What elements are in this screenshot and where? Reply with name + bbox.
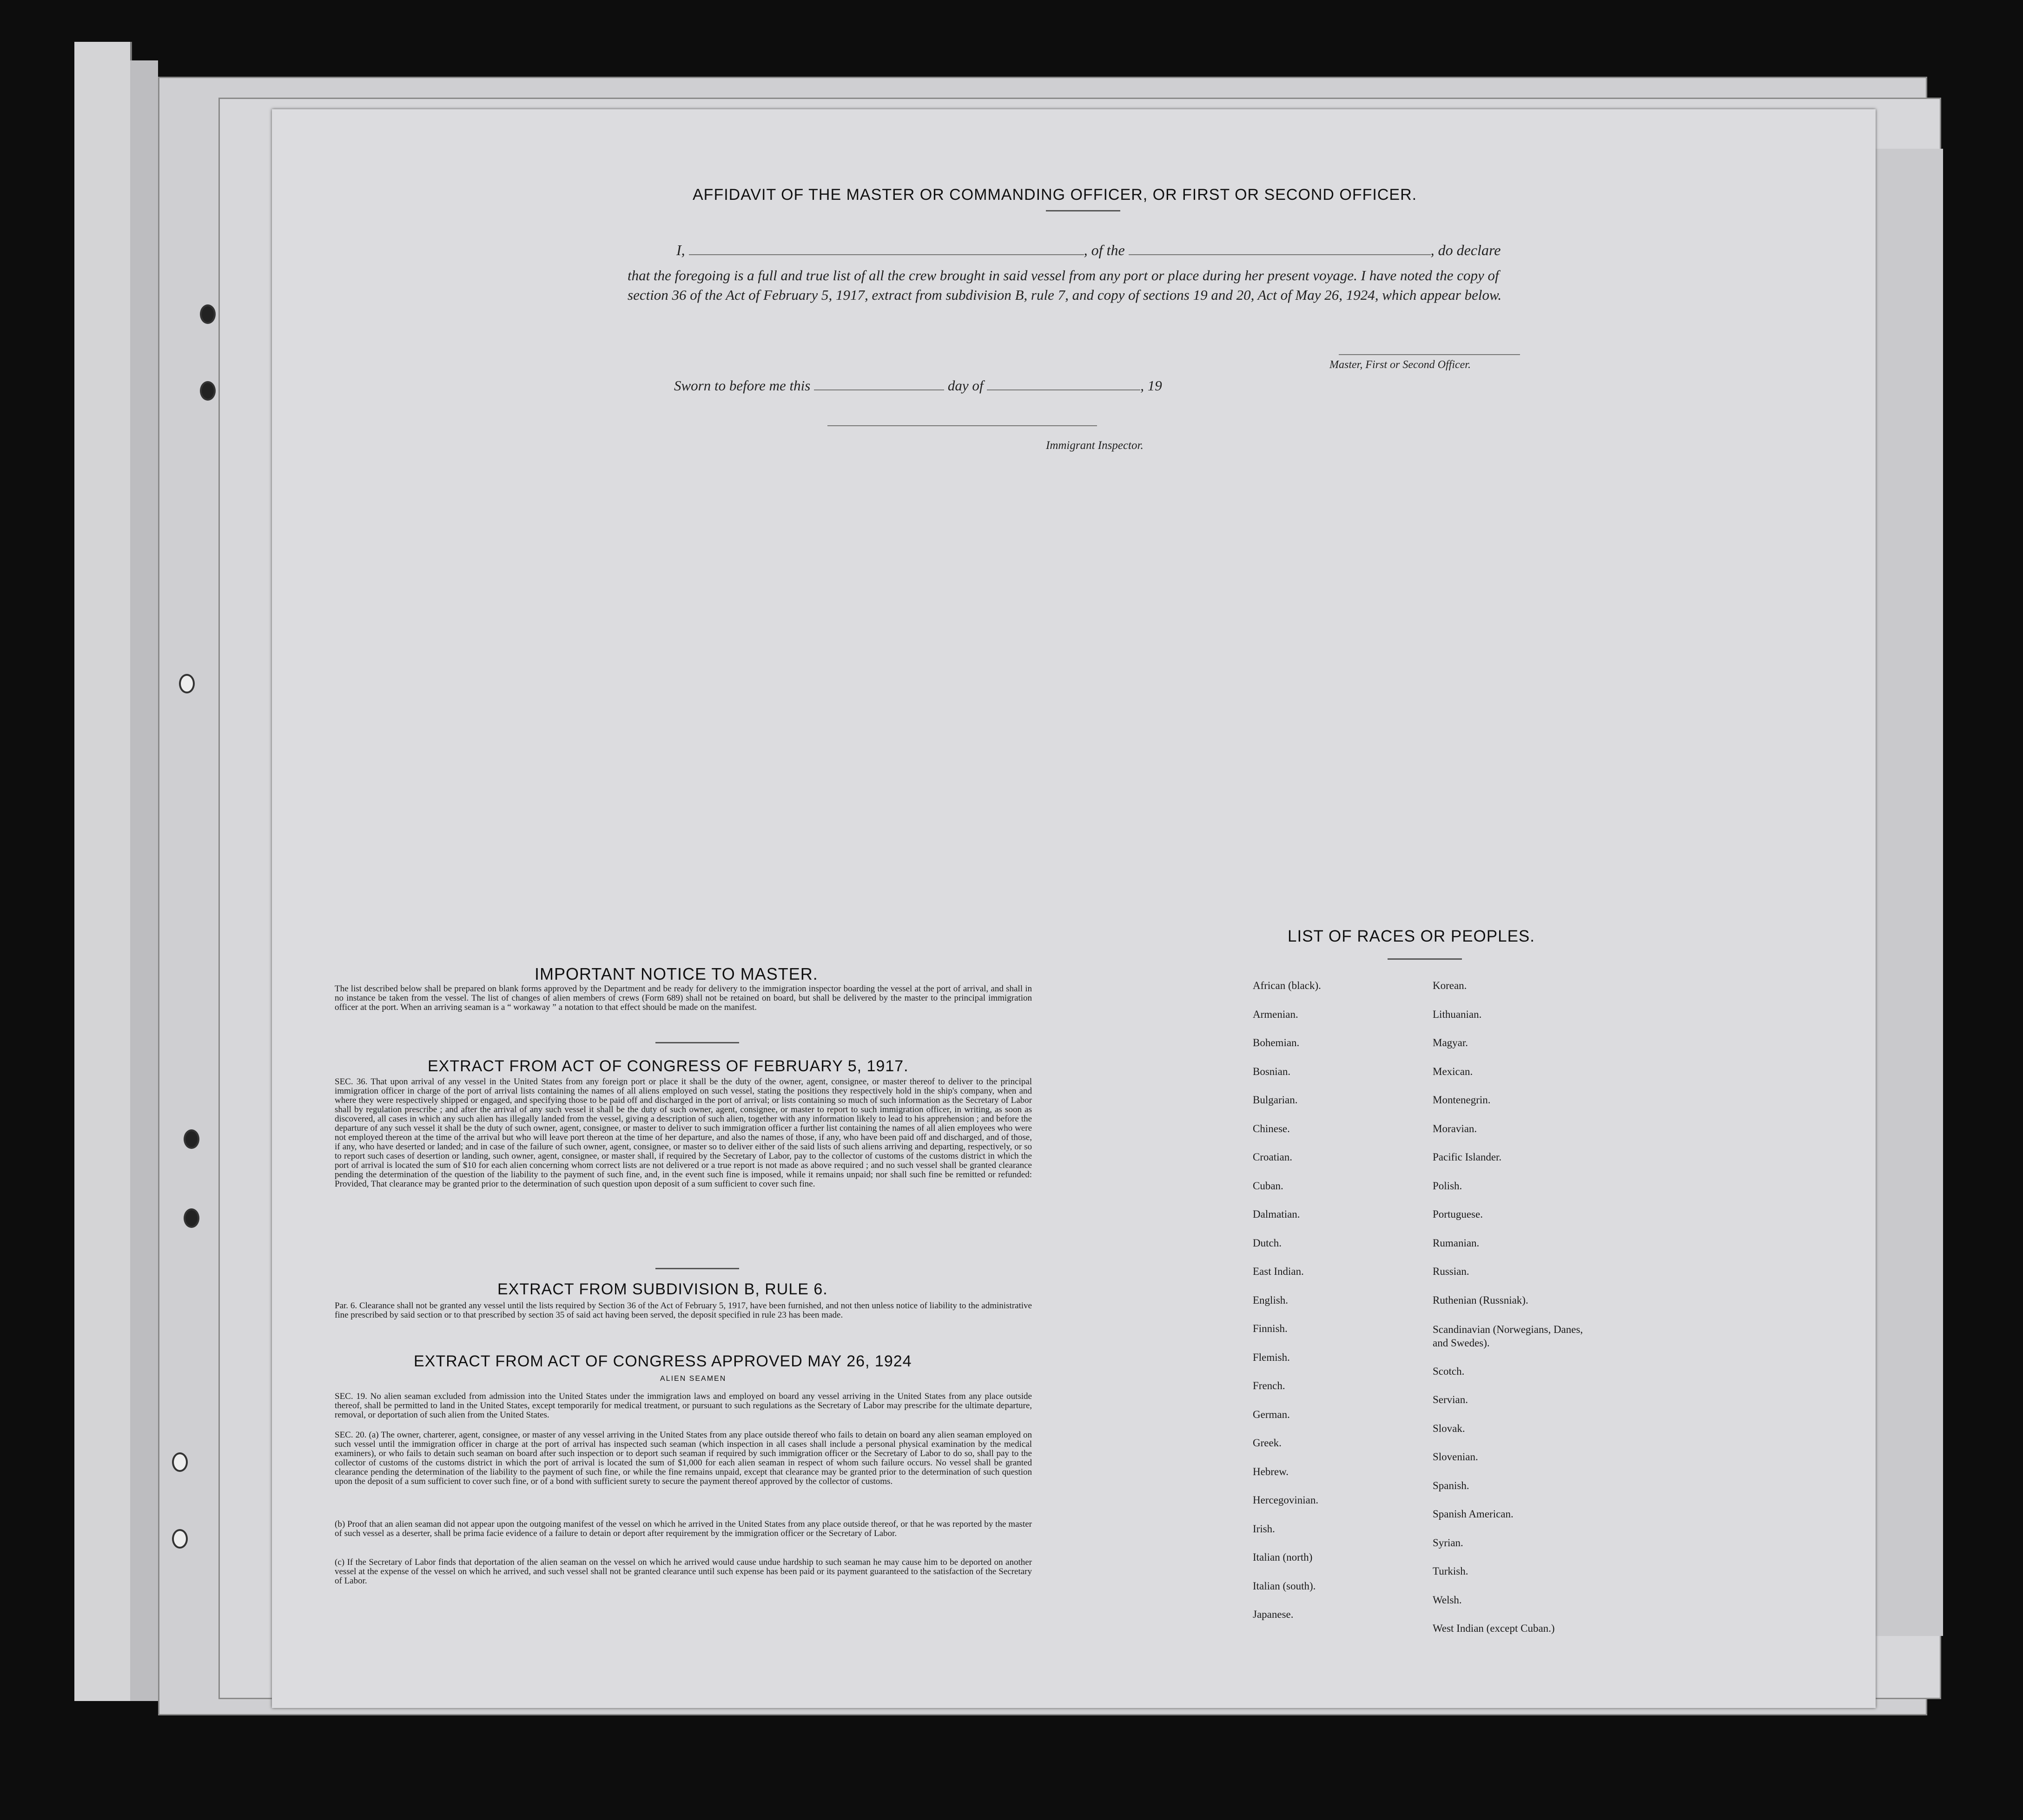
sworn-prefix: Sworn to before me this: [674, 377, 811, 394]
race-item: Bohemian.: [1253, 1037, 1300, 1048]
race-item: Servian.: [1433, 1394, 1468, 1405]
sworn-day-of: day of: [947, 377, 984, 394]
races-title: LIST OF RACES OR PEOPLES.: [1288, 927, 1535, 945]
races-title-rule: [1388, 958, 1462, 960]
extract-rule-6-text: Par. 6. Clearance shall not be granted any vessel until the lists required by Section 36 of the Act of February 5, 1917, have been furnished, and not then unless notice of liability to the administrative fine prescribed by said section or to that prescribed by section 35 of said act having been served, the deposit specified in rule 23 has been made.: [335, 1301, 1032, 1320]
race-item: West Indian (except Cuban.): [1433, 1622, 1555, 1634]
race-item: Scotch.: [1433, 1365, 1465, 1377]
affidavit-declaration-line: [676, 242, 1501, 259]
race-item: Chinese.: [1253, 1122, 1290, 1134]
sworn-day-field[interactable]: [814, 377, 944, 390]
race-item: Flemish.: [1253, 1351, 1290, 1363]
back-sheet-edge: [1869, 149, 1943, 1636]
punch-hole: [184, 1208, 199, 1228]
race-item: Welsh.: [1433, 1594, 1462, 1606]
notice-text: The list described below shall be prepared on blank forms approved by the Department and be ready for delivery to the immigration inspector boarding the vessel at the port of arrival, and shall in no instance be taken from the vessel. The list of changes of alien members of crews (Form 689) shall not be retained on board, but shall be delivered by the master to the principal immigration officer at the port. When an arriving seaman is a “ workaway ” a notation to that effect should be made on the manifest.: [335, 984, 1032, 1012]
race-item: Scandinavian (Norwegians, Danes, and Swedes).: [1433, 1324, 1583, 1349]
race-item: English.: [1253, 1294, 1289, 1306]
race-item: Rumanian.: [1433, 1237, 1480, 1249]
race-item: Slovenian.: [1433, 1451, 1478, 1463]
declarant-prefix: I,: [676, 242, 685, 258]
race-item: Bulgarian.: [1253, 1094, 1298, 1106]
race-item: Ruthenian (Russniak).: [1433, 1294, 1528, 1306]
signature-line[interactable]: [1339, 354, 1520, 355]
race-item: Italian (south).: [1253, 1580, 1316, 1592]
binding-strip: [74, 42, 132, 1701]
race-item: Portuguese.: [1433, 1208, 1483, 1220]
race-item: Croatian.: [1253, 1151, 1292, 1163]
race-item: Dutch.: [1253, 1237, 1282, 1249]
inspector-label: Immigrant Inspector.: [1046, 439, 1144, 452]
punch-hole: [200, 381, 216, 401]
extract-1924-sec20b: (b) Proof that an alien seaman did not appear upon the outgoing manifest of the vessel on which he arrived in the United States from any place outside thereof, or that he was reported by the master of such vessel as a deserter, shall be prima facie evidence of a failure to detain or deport after requirement by the immigration officer or the Secretary of Labor.: [335, 1519, 1032, 1538]
race-item: French.: [1253, 1380, 1285, 1391]
race-item: Mexican.: [1433, 1065, 1473, 1077]
race-item: Bosnian.: [1253, 1065, 1291, 1077]
sworn-line: [674, 377, 1162, 394]
race-item: Polish.: [1433, 1180, 1462, 1192]
punch-hole: [172, 1452, 188, 1472]
sworn-year: , 19: [1140, 377, 1162, 394]
extract-1924-sec19: SEC. 19. No alien seaman excluded from admission into the United States under the immigration laws and employed on board any vessel arriving in the United States from any place outside thereof, shall be permitted to land in the United States, except temporarily for medical treatment, or pursuant to such regulations as the Secretary of Labor may prescribe for the ultimate departure, removal, or deportation of such alien from the United States.: [335, 1391, 1032, 1420]
punch-hole: [179, 674, 195, 693]
punch-hole: [172, 1529, 188, 1549]
punch-hole: [184, 1129, 199, 1149]
race-item: German.: [1253, 1408, 1290, 1420]
race-item: Japanese.: [1253, 1609, 1294, 1620]
signature-label: Master, First or Second Officer.: [1329, 359, 1471, 371]
race-item: Spanish.: [1433, 1479, 1469, 1491]
punch-hole: [200, 304, 216, 324]
race-item: Lithuanian.: [1433, 1008, 1482, 1020]
race-item: Magyar.: [1433, 1037, 1468, 1048]
race-item: Cuban.: [1253, 1180, 1283, 1192]
race-item: Finnish.: [1253, 1323, 1288, 1334]
race-item: Slovak.: [1433, 1422, 1465, 1434]
race-item: Hebrew.: [1253, 1465, 1289, 1477]
sworn-month-field[interactable]: [987, 377, 1140, 390]
extract-1917-text: SEC. 36. That upon arrival of any vessel in the United States from any foreign port or place it shall be the duty of the owner, agent, consignee, or master thereof to deliver to the principal immigration officer in charge of the port of arrival lists containing the names of all aliens employed on such vessel, stating the positions they respectively hold in the ship's company, when and where they were respectively shipped or engaged, and specifying those to be paid off and discharged in the port of arrival; or lists containing so much of such information as the Secretary of Labor shall by regulation prescribe ; and after the arrival of any such vessel it shall be the duty of such owner, agent, consignee, or master to report to such immigration officer, in writing, as soon as discovered, all cases in which any such alien has illegally landed from the vessel, giving a description of such alien, together with any information likely to lead to his apprehension ; and before the departure of any such vessel it shall be the duty of such owner, agent, consignee, or master to deliver to such immigration officer a further list containing the names of all alien employees who were not employed thereon at the time of the arrival but who will leave port thereon at the time of her departure, and also the names of those, if any, who have been paid off and discharged, and of those, if any, who have deserted or landed; and in case of the failure of such owner, agent, consignee, or master so to deliver either of the said lists of such aliens arriving and departing, respectively, or so to report such cases of desertion or landing, such owner, agent, consignee, or master shall, if required by the Secretary of Labor, pay to the collector of customs of the customs district in which the port of arrival is located the sum of $10 for each alien concerning whom correct lists are not delivered or a true report is not made as above required ; and no such vessel shall be granted clearance pending the determination of the question of the liability to the payment of such fine, and, in the event such fine is imposed, while it remains unpaid; nor shall such fine be remitted or refunded: Provided, That clearance may be granted prior to the determination of such question upon deposit of a sum sufficient to cover such fine.: [335, 1077, 1032, 1189]
notice-title: IMPORTANT NOTICE TO MASTER.: [535, 964, 818, 983]
binding-edge: [130, 60, 158, 1701]
race-item: Montenegrin.: [1433, 1094, 1491, 1106]
race-item: Greek.: [1253, 1437, 1282, 1449]
section-rule: [655, 1268, 739, 1269]
race-item: Dalmatian.: [1253, 1208, 1300, 1220]
of-the-label: , of the: [1084, 242, 1125, 258]
race-item: Turkish.: [1433, 1565, 1468, 1577]
extract-rule-6-title: EXTRACT FROM SUBDIVISION B, RULE 6.: [497, 1280, 828, 1298]
extract-1924-title: EXTRACT FROM ACT OF CONGRESS APPROVED MAY 26, 1924: [414, 1352, 912, 1370]
race-item: African (black).: [1253, 980, 1321, 991]
race-item: Moravian.: [1433, 1122, 1477, 1134]
race-item: Russian.: [1433, 1266, 1469, 1277]
race-item: Italian (north): [1253, 1551, 1313, 1563]
declarant-name-field[interactable]: [689, 242, 1084, 255]
race-item: East Indian.: [1253, 1266, 1304, 1277]
extract-1924-sec20a: SEC. 20. (a) The owner, charterer, agent, consignee, or master of any vessel arriving in the United States from any place outside thereof who fails to detain on board any alien seaman employed on such vessel until the immigration officer in charge at the port of arrival has inspected such seaman (which inspection in all cases shall include a personal physical examination by the medical examiners), or who fails to detain such seaman on board after such inspection or to deport such seaman if required by such immigration officer or the Secretary of Labor to do so, shall pay to the collector of customs of the customs district in which the port of arrival is located the sum of $1,000 for each alien seaman in respect of whom such failure occurs. No vessel shall be granted clearance pending the determination of the liability to the payment of such fine, or while the fine remains unpaid, except that clearance may be granted prior to the determination of such question upon the deposit of a sum sufficient to cover such fine, or of a bond with sufficient surety to secure the payment thereof approved by the collector of customs.: [335, 1430, 1032, 1486]
race-item: Spanish American.: [1433, 1508, 1514, 1520]
affidavit-body: that the foregoing is a full and true list of all the crew brought in said vessel from any port or place during her present voyage. I have noted the copy of section 36 of the Act of February 5, 1917, extract from subdivision B, rule 7, and copy of sections 19 and 20, Act of May 26, 1924, which appear below.: [628, 267, 1502, 303]
vessel-name-field[interactable]: [1129, 242, 1431, 255]
title-rule: [1046, 210, 1120, 211]
inspector-signature-line[interactable]: [827, 425, 1097, 426]
extract-1917-title: EXTRACT FROM ACT OF CONGRESS OF FEBRUARY 5, 1917.: [428, 1057, 909, 1075]
race-item: Korean.: [1433, 980, 1467, 991]
alien-seamen-subtitle: ALIEN SEAMEN: [660, 1375, 727, 1383]
section-rule: [655, 1042, 739, 1043]
race-item: Irish.: [1253, 1523, 1275, 1535]
race-item: Armenian.: [1253, 1008, 1298, 1020]
affidavit-title: AFFIDAVIT OF THE MASTER OR COMMANDING OFFICER, OR FIRST OR SECOND OFFICER.: [693, 186, 1417, 204]
race-item: Syrian.: [1433, 1536, 1463, 1549]
race-item: Hercegovinian.: [1253, 1494, 1319, 1506]
extract-1924-sec20c: (c) If the Secretary of Labor finds that deportation of the alien seaman on the vessel on which he arrived would cause undue hardship to such seaman he may cause him to be deported on another vessel at the expense of the vessel on which he arrived, and such vessel shall not be granted clearance until such expense has been paid or its payment guaranteed to the satisfaction of the Secretary of Labor.: [335, 1557, 1032, 1586]
do-declare-label: , do declare: [1430, 242, 1501, 258]
race-item: Pacific Islander.: [1433, 1151, 1502, 1163]
